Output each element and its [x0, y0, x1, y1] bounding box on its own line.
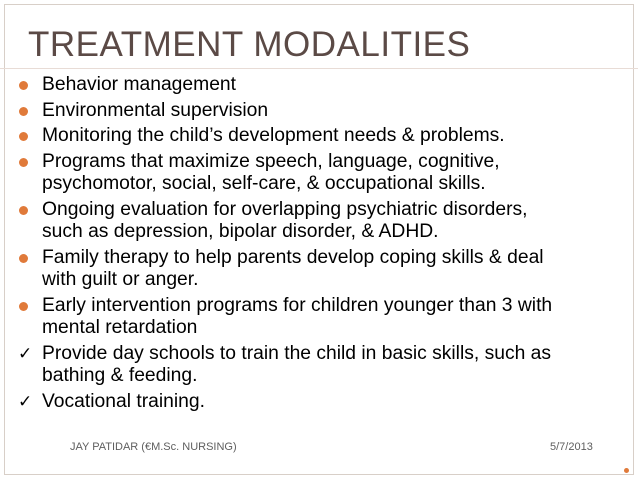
bullet-text-line: Early intervention programs for children younger than 3 with [42, 294, 553, 316]
title-divider [0, 68, 638, 69]
checkmark-icon: ✓ [18, 343, 33, 363]
bullet-dot-icon [19, 206, 28, 215]
bullet-dot-icon [19, 254, 28, 263]
bullet-item [18, 151, 630, 196]
bullet-text-line: Provide day schools to train the child in basic skills, such as [42, 342, 552, 364]
bullet-text-line: Monitoring the child’s development needs & problems. [42, 125, 505, 146]
footer-author: JAY PATIDAR (€M.Sc. NURSING) [70, 441, 237, 453]
bullet-text-line: bathing & feeding. [42, 365, 198, 386]
bullet-text-line: Environmental supervision [42, 99, 269, 121]
bullet-text-line: Programs that maximize speech, language, cognitive, [42, 150, 500, 172]
bullet-text-line: Vocational training. [42, 390, 205, 412]
bullet-text-line: Behavior management [42, 74, 236, 95]
bullet-text-line: mental retardation [42, 317, 198, 338]
footer-date: 5/7/2013 [550, 441, 593, 453]
bullet-dot-icon [19, 302, 28, 311]
slide-title: TREATMENT MODALITIES [28, 25, 471, 64]
bullet-text-line: psychomotor, social, self-care, & occupational skills. [42, 173, 486, 194]
checkmark-icon: ✓ [18, 391, 33, 411]
corner-dot-icon [624, 468, 629, 473]
bullet-text-line: Family therapy to help parents develop coping skills & deal [42, 246, 544, 268]
bullet-item [18, 125, 630, 148]
bullet-dot-icon [19, 132, 28, 141]
bullet-text-line: with guilt or anger. [42, 269, 199, 290]
bullet-item [18, 247, 630, 292]
bullet-item [18, 199, 630, 244]
bullet-dot-icon [19, 81, 28, 90]
bullet-text-line: Ongoing evaluation for overlapping psychiatric disorders, [42, 198, 528, 220]
bullet-item [18, 391, 630, 414]
bullet-text-line: such as depression, bipolar disorder, & ADHD. [42, 221, 439, 242]
bullet-item [18, 343, 630, 388]
bullet-item [18, 74, 630, 97]
bullet-list [18, 74, 630, 416]
bullet-item [18, 100, 630, 123]
bullet-dot-icon [19, 158, 28, 167]
bullet-dot-icon [19, 107, 28, 116]
bullet-item [18, 295, 630, 340]
